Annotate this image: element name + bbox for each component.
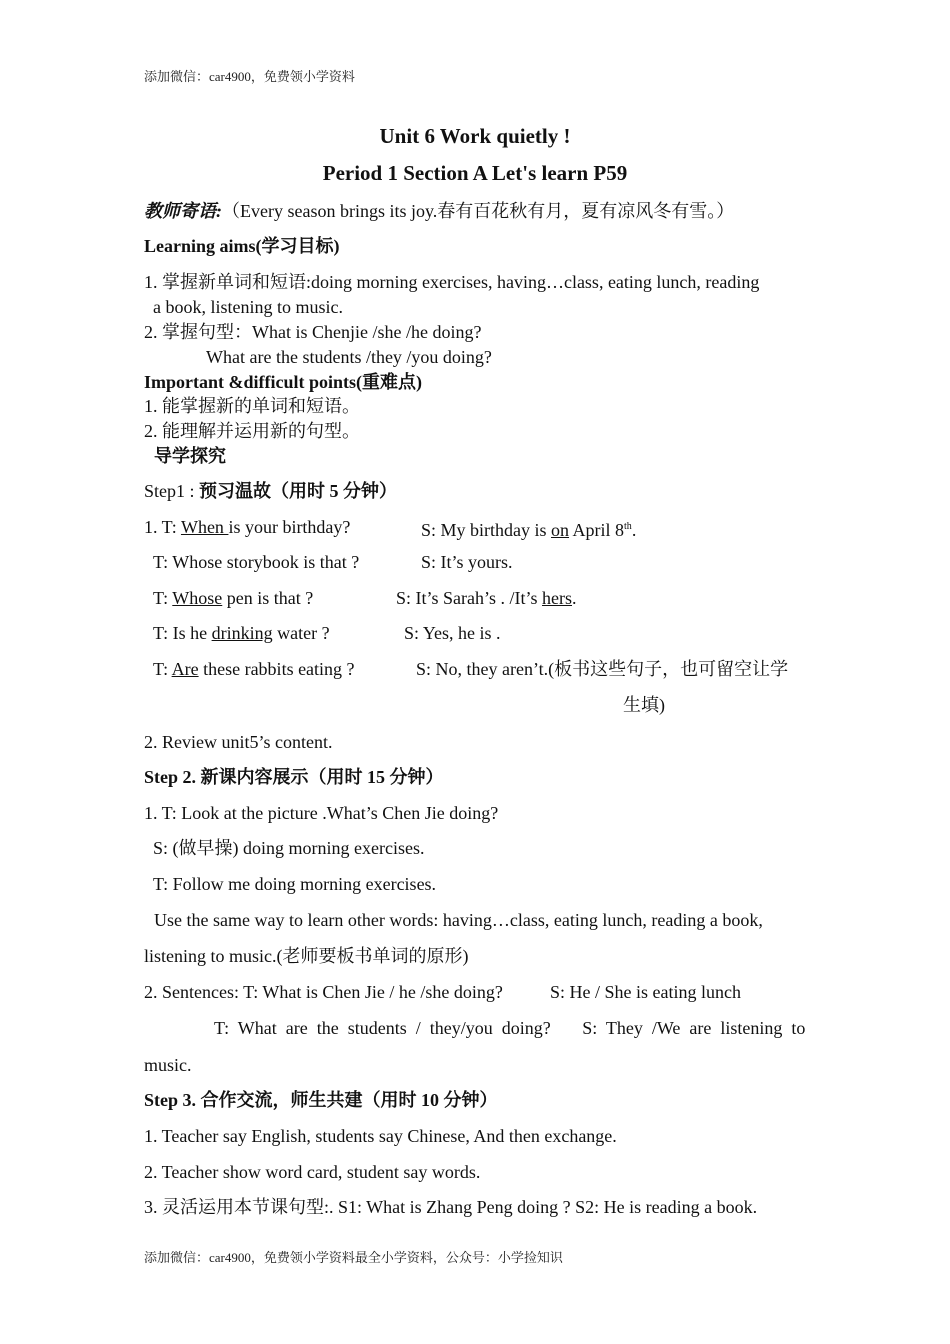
- points-heading: Important &difficult points(重难点): [144, 372, 422, 392]
- teacher-words-label: 教师寄语:: [144, 201, 222, 221]
- step2-line-2: S: (做早操) doing morning exercises.: [153, 838, 425, 858]
- page-title: Unit 6 Work quietly !: [379, 124, 571, 148]
- step2-line-3: T: Follow me doing morning exercises.: [153, 874, 437, 894]
- step1-row-1-t: 1. T: When is your birthday?: [144, 517, 351, 537]
- step1-row-3-t: T: Whose pen is that ?: [153, 588, 314, 608]
- teacher-words-text: （Every season brings its joy.春有百花秋有月，夏有凉风冬有雪。）: [222, 201, 735, 221]
- guide-heading: 导学探究: [154, 446, 226, 466]
- step1-heading: [144, 480, 397, 502]
- step1-title: 预习温故（用时 5 分钟）: [199, 481, 398, 501]
- step1-row-1-s: S: My birthday is on April 8th.: [421, 520, 637, 540]
- step1-label: Step1 :: [144, 481, 200, 501]
- step2-line-8: music.: [144, 1055, 192, 1075]
- step3-line-3: 3. 灵活运用本节课句型:. S1: What is Zhang Peng doing ? S2: He is reading a book.: [144, 1197, 758, 1217]
- step1-row-4-s: S: Yes, he is .: [404, 623, 501, 643]
- step1-row-4-t: T: Is he drinking water ?: [153, 623, 330, 643]
- step1-row-5-s: S: No, they aren’t.(板书这些句子，也可留空让学: [416, 659, 789, 679]
- step1-row-2-s: S: It’s yours.: [421, 552, 513, 572]
- points-item-1: 1. 能掌握新的单词和短语。: [144, 396, 360, 416]
- aims-item-2: 2. 掌握句型：What is Chenjie /she /he doing?: [144, 322, 482, 342]
- points-item-2: 2. 能理解并运用新的句型。: [144, 421, 360, 441]
- step2-heading: Step 2. 新课内容展示（用时 15 分钟）: [144, 767, 444, 787]
- step2-line-5: listening to music.(老师要板书单词的原形): [144, 946, 469, 966]
- footer-note: 添加微信：car4900，免费领小学资料最全小学资料，公众号：小学捡知识: [144, 1250, 563, 1265]
- step2-line-7: T: What are the students / they/you doing? S: They /We are listening to: [214, 1018, 806, 1038]
- aims-item-1-cont: a book, listening to music.: [153, 297, 343, 317]
- aims-heading: Learning aims(学习目标): [144, 236, 340, 256]
- teacher-words: [144, 200, 734, 222]
- step1-review: 2. Review unit5’s content.: [144, 732, 333, 752]
- step1-row-5-s-cont: 生填): [623, 695, 665, 715]
- page-subtitle: Period 1 Section A Let's learn P59: [322, 161, 628, 185]
- step3-line-1: 1. Teacher say English, students say Chinese, And then exchange.: [144, 1126, 617, 1146]
- step1-row-3-s: S: It’s Sarah’s . /It’s hers.: [396, 588, 577, 608]
- step2-line-6b: S: He / She is eating lunch: [550, 982, 741, 1002]
- header-note: 添加微信：car4900，免费领小学资料: [144, 69, 355, 84]
- step1-row-5-t: T: Are these rabbits eating ?: [153, 659, 355, 679]
- aims-item-2-cont: What are the students /they /you doing?: [206, 347, 492, 367]
- step2-line-6a: 2. Sentences: T: What is Chen Jie / he /she doing?: [144, 982, 503, 1002]
- aims-item-1: 1. 掌握新单词和短语:doing morning exercises, having…class, eating lunch, reading: [144, 272, 760, 292]
- step2-line-4: Use the same way to learn other words: having…class, eating lunch, reading a book,: [154, 910, 763, 930]
- step2-line-1: 1. T: Look at the picture .What’s Chen Jie doing?: [144, 803, 499, 823]
- step1-row-2-t: T: Whose storybook is that ?: [153, 552, 360, 572]
- step3-heading: Step 3. 合作交流，师生共建（用时 10 分钟）: [144, 1090, 498, 1110]
- step3-line-2: 2. Teacher show word card, student say words.: [144, 1162, 481, 1182]
